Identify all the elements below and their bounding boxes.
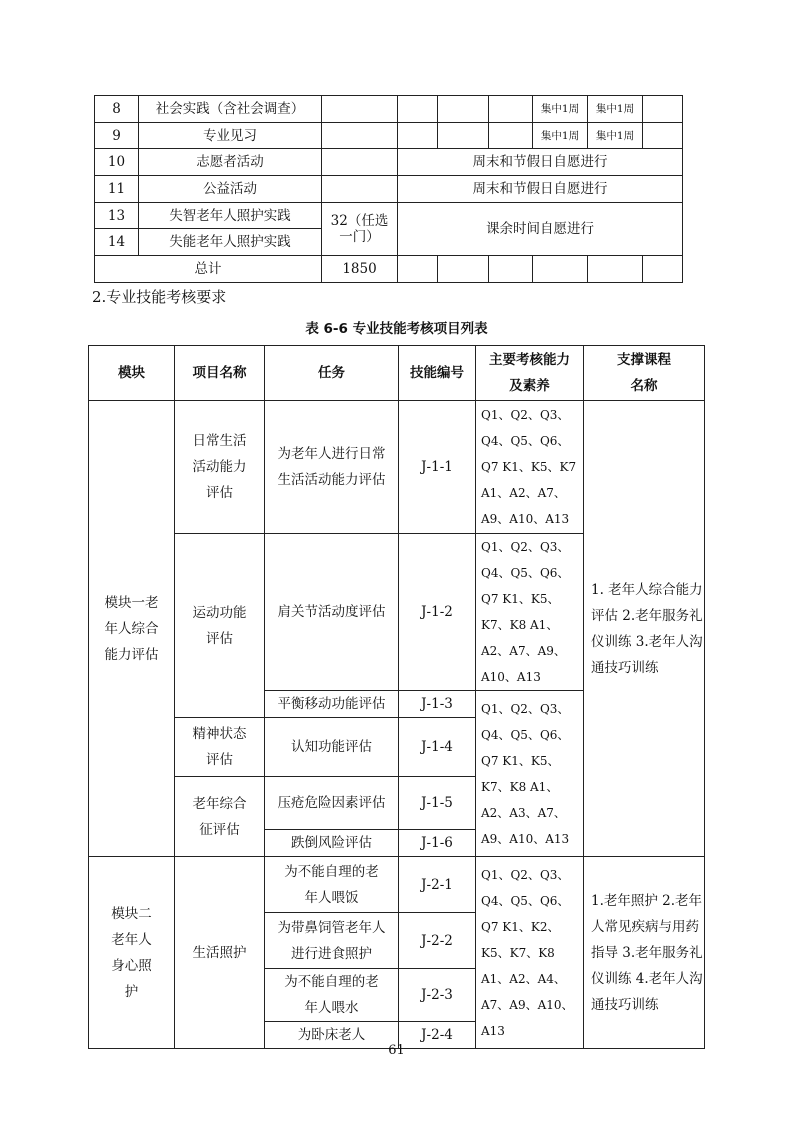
table-row: 平衡移动功能评估 J-1-3 Q1、Q2、Q3、Q4、Q5、Q6、Q7 K1、K5、K7、K8 A1、A2、A3、A7、A9、A10、A13 bbox=[89, 691, 705, 718]
table-row: 跌倒风险评估 J-1-6 bbox=[89, 830, 705, 857]
table-row: 8 社会实践（含社会调查） 集中1周 集中1周 bbox=[95, 96, 683, 123]
table-row: 14 失能老年人照护实践 bbox=[95, 229, 683, 256]
table-row: 13 失智老年人照护实践 32（任选一门） 课余时间自愿进行 bbox=[95, 202, 683, 229]
page-number: 61 bbox=[388, 1043, 405, 1058]
module-cell: 模块一老年人综合能力评估 bbox=[89, 401, 175, 857]
table-row: 老年综合征评估 压疮危险因素评估 J-1-5 bbox=[89, 777, 705, 830]
module-cell: 模块二老年人身心照护 bbox=[89, 857, 175, 1049]
schedule-table bbox=[94, 95, 683, 283]
table-row: 11 公益活动 周末和节假日自愿进行 bbox=[95, 176, 683, 203]
table-caption: 表 6-6 专业技能考核项目列表 bbox=[305, 321, 488, 337]
section-title: 2.专业技能考核要求 bbox=[92, 288, 227, 306]
table-row: 为带鼻饲管老年人进行进食照护 J-2-2 bbox=[89, 913, 705, 969]
course-cell: 1.老年照护 2.老年人常见疾病与用药指导 3.老年服务礼仪训练 4.老年人沟通技巧训练 bbox=[584, 857, 705, 1049]
table-row: 精神状态评估 认知功能评估 J-1-4 bbox=[89, 718, 705, 777]
table-row: 运动功能评估 肩关节活动度评估 J-1-2 Q1、Q2、Q3、Q4、Q5、Q6、Q7 K1、K5、K7、K8 A1、A2、A7、A9、A10、A13 bbox=[89, 534, 705, 691]
table-row: 模块一老年人综合能力评估 日常生活活动能力评估 为老年人进行日常生活活动能力评估 J-1-1 Q1、Q2、Q3、Q4、Q5、Q6、Q7 K1、K5、K7 A1、A2、A7、A9、A10、A13 1. 老年人综合能力评估 2.老年服务礼仪训练 3.老年人沟通技巧训练 bbox=[89, 401, 705, 534]
skills-table bbox=[88, 345, 705, 1049]
table-row: 10 志愿者活动 周末和节假日自愿进行 bbox=[95, 149, 683, 176]
course-cell: 1. 老年人综合能力评估 2.老年服务礼仪训练 3.老年人沟通技巧训练 bbox=[584, 401, 705, 857]
table-row: 为不能自理的老年人喂水 J-2-3 bbox=[89, 969, 705, 1022]
table-row: 为卧床老人 J-2-4 bbox=[89, 1022, 705, 1049]
table-row: 9 专业见习 集中1周 集中1周 bbox=[95, 122, 683, 149]
table-row: 模块二老年人身心照护 生活照护 为不能自理的老年人喂饭 J-2-1 Q1、Q2、Q3、Q4、Q5、Q6、Q7 K1、K2、K5、K7、K8 A1、A2、A4、A7、A9、A10、A13 1.老年照护 2.老年人常见疾病与用药指导 3.老年服务礼仪训练 4.老年人沟通技巧训练 bbox=[89, 857, 705, 913]
header-row: 模块 项目名称 任务 技能编号 主要考核能力及素养 支撑课程名称 bbox=[89, 346, 705, 401]
table-row: 总计 1850 bbox=[95, 256, 683, 283]
